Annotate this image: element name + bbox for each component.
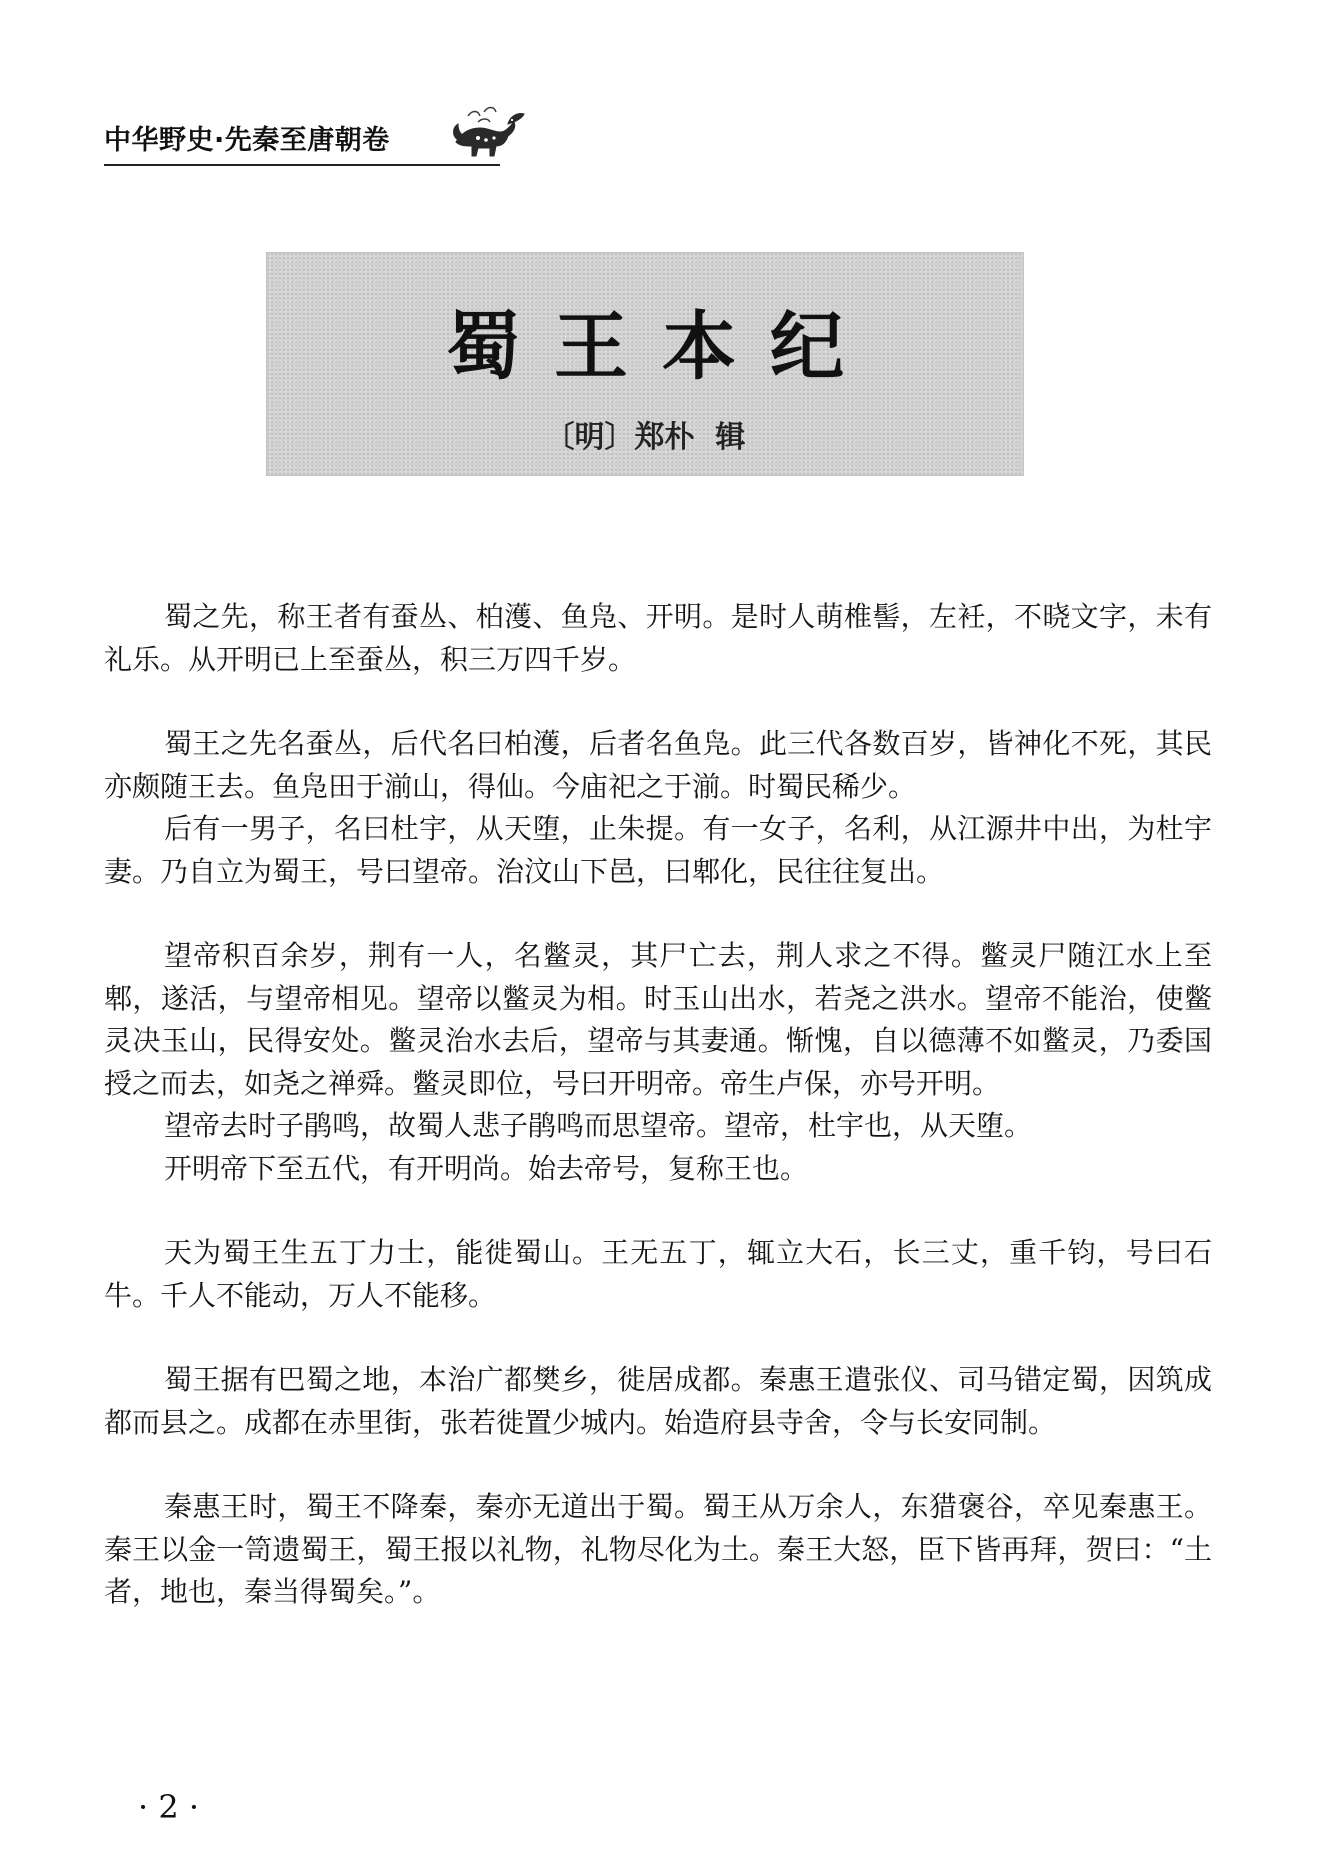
paragraph: 蜀之先，称王者有蚕丛、柏濩、鱼凫、开明。是时人萌椎髻，左衽，不晓文字，未有礼乐。从开明已上至蚕丛，积三万四千岁。 — [104, 600, 1212, 676]
paragraph: 蜀王据有巴蜀之地，本治广都樊乡，徙居成都。秦惠王遣张仪、司马错定蜀，因筑成都而县之。成都在赤里街，张若徙置少城内。始造府县寺舍，令与长安同制。 — [104, 1363, 1212, 1439]
paragraph: 秦惠王时，蜀王不降秦，秦亦无道出于蜀。蜀王从万余人，东猎褒谷，卒见秦惠王。秦王以金一笥遗蜀王，蜀王报以礼物，礼物尽化为土。秦王大怒，臣下皆再拜，贺曰：“土者，地也，秦当得蜀矣。”。 — [104, 1490, 1212, 1608]
paragraph: 天为蜀王生五丁力士，能徙蜀山。王无五丁，辄立大石，长三丈，重千钧，号曰石牛。千人不能动，万人不能移。 — [104, 1236, 1212, 1312]
body-text — [104, 596, 1212, 1614]
page-title: 蜀王本纪 — [446, 304, 878, 390]
header-rule — [104, 164, 500, 166]
paragraph: 开明帝下至五代，有开明尚。始去帝号，复称王也。 — [164, 1151, 809, 1185]
series-title: 中华野史·先秦至唐朝卷 — [104, 125, 390, 156]
paragraph: 蜀王之先名蚕丛，后代名曰柏濩，后者名鱼凫。此三代各数百岁，皆神化不死，其民亦颇随王去。鱼凫田于湔山，得仙。今庙祀之于湔。时蜀民稀少。 — [104, 727, 1212, 803]
title-box — [266, 252, 1024, 476]
paragraph: 望帝积百余岁，荆有一人，名鳖灵，其尸亡去，荆人求之不得。鳖灵尸随江水上至郫，遂活，与望帝相见。望帝以鳖灵为相。时玉山出水，若尧之洪水。望帝不能治，使鳖灵决玉山，民得安处。鳖灵治水去后，望帝与其妻通。惭愧，自以德薄不如鳖灵，乃委国授之而去，如尧之禅舜。鳖灵即位，号曰开明帝。帝生卢保，亦号开明。 — [104, 939, 1212, 1100]
paragraph: 后有一男子，名曰杜宇，从天堕，止朱提。有一女子，名利，从江源井中出，为杜宇妻。乃自立为蜀王，号曰望帝。治汶山下邑，曰郫化，民往往复出。 — [104, 812, 1212, 888]
paragraph: 望帝去时子鹃鸣，故蜀人悲子鹃鸣而思望帝。望帝，杜宇也，从天堕。 — [164, 1109, 1033, 1142]
author-byline: 〔明〕郑朴 辑 — [544, 420, 746, 455]
page-number: · 2 · — [138, 1788, 200, 1826]
mythical-beast-emblem-icon — [448, 102, 528, 160]
